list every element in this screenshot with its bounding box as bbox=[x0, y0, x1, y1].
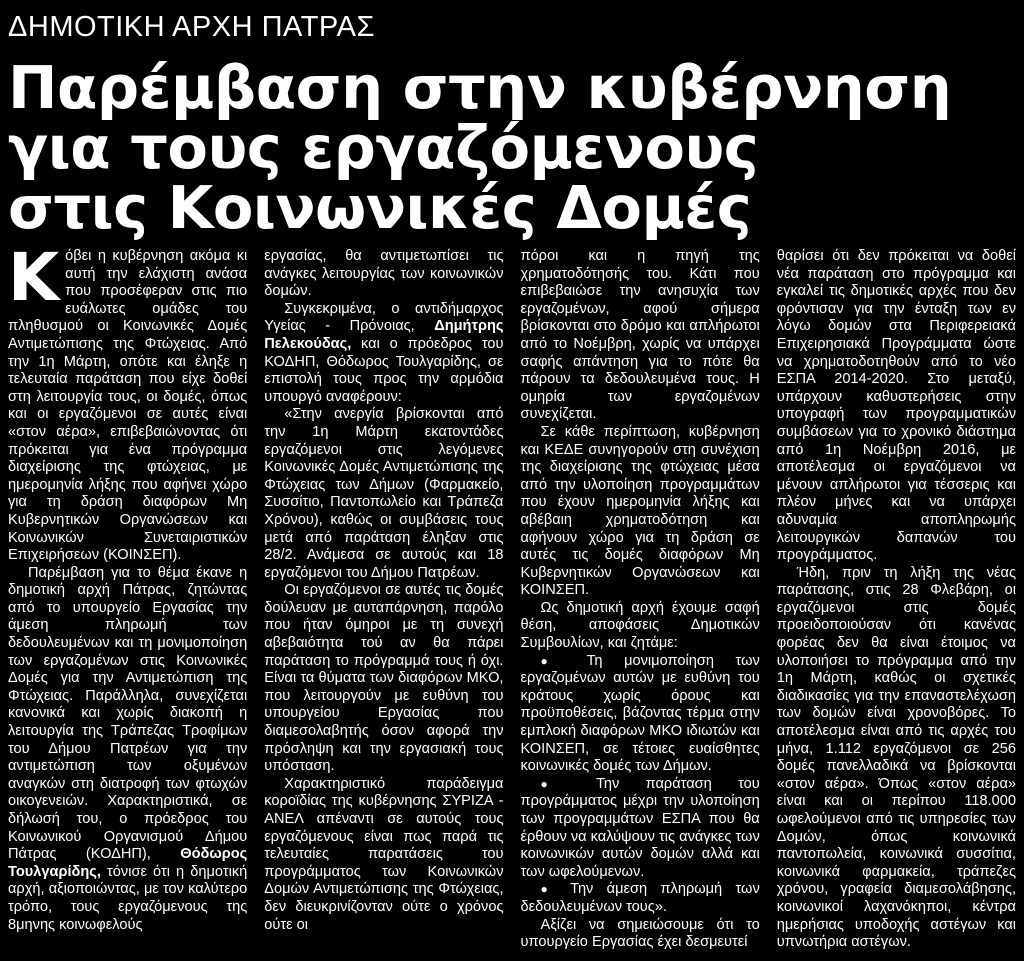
drop-cap: Κ bbox=[8, 248, 60, 316]
bullet-item bbox=[521, 653, 760, 776]
paragraph: Οι εργαζόμενοι σε αυτές τις δομές δούλευαν με αυταπάρνηση, παρόλο που ήταν όμηροι με τη συνεχή αβεβαιότητα τού αν θα πάρει παράταση το πρόγραμμά τους ή όχι. Είναι τα θύματα των διαφόρων ΜΚΟ, που λειτουργούν με ευθύνη του υπουργείου Εργασίας που διαμεσολαβητής όσον αφορά την πρόσληψη και την εργασιακή τους υπόσταση. bbox=[264, 582, 504, 775]
bullet-text: Την παράταση του προγράμματος μέχρι την υλοποίηση των προγραμμάτων ΕΣΠΑ που θα έρθουν να καλύψουν τις ανάγκες των κοινωνικών αυτών δομών αλλά και των ωφελούμενων. bbox=[520, 775, 760, 880]
person-name: Θόδωρος Τουλγαρίδης, bbox=[8, 846, 248, 880]
paragraph-text: τόνισε ότι η δημοτική αρχή, αξιοποιώντας, με τον καλύτερο τρόπο, τους εργαζόμενους της 8μηνης κοινωφελούς bbox=[8, 863, 248, 933]
bullet-icon: ● bbox=[540, 653, 566, 668]
paragraph-text: και ο πρόεδρος του ΚΟΔΗΠ, Θόδωρος Τουλγαρίδης, σε επιστολή τους προς την αρμόδια υπουργό αναφέρουν: bbox=[264, 335, 504, 405]
person-name: Δημήτρης Πελεκούδας, bbox=[264, 318, 504, 352]
paragraph: «Στην ανεργία βρίσκονται από την 1η Μάρτη εκατοντάδες εργαζόμενοι στις λεγόμενες Κοινωνικές Δομές Αντιμετώπισης της Φτώχειας των Δήμων (Φαρμακείο, Συσσίτιο, Παντοπωλείο και Τράπεζα Χρόνου), καθώς οι συμβάσεις τους μετά από παράταση έληξαν στις 28/2. Ανάμεσα σε αυτούς και 18 εργαζόμενοι του Δήμου Πατρέων. bbox=[264, 406, 504, 581]
headline-line-1: Παρέμβαση στην κυβέρνηση bbox=[8, 53, 952, 122]
paragraph-text: Συγκεκριμένα, ο αντιδήμαρχος Υγείας - Πρόνοιας, bbox=[264, 300, 504, 335]
article-column-4 bbox=[777, 248, 1016, 961]
article-column-3 bbox=[521, 248, 760, 961]
article-body bbox=[8, 248, 1016, 961]
article-column-2 bbox=[264, 248, 503, 961]
paragraph: Αξίζει να σημειώσουμε ότι το υπουργείο Εργασίας έχει δεσμευτεί bbox=[520, 916, 760, 951]
paragraph-text: όβει η κυβέρνηση ακόμα κι αυτή την ελάχιστη ανάσα που προσέφεραν στις πιο ευάλωτες ομάδες του πληθυσμού οι Κοινωνικές Δομές Αντιμετώπισης της Φτώχειας. Από την 1η Μάρτη, οπότε και έληξε η τελευταία παράταση που είχε δοθεί στη λειτουργία τους, οι δομές, όπως και οι εργαζόμενοι σε αυτές είναι «στον αέρα», επιβεβαιώνοντας ότι πρόκειται για ένα πρόγραμμα διαχείρισης της φτώχειας, με ημερομηνία λήξης που αφήνει χώρο για τη δράση διαφόρων Μη Κυβερνητικών Οργανώσεων και Κοινωνικών Συνεταιριστικών Επιχειρήσεων (ΚΟΙΝΣΕΠ). bbox=[8, 248, 248, 564]
headline bbox=[8, 53, 1016, 242]
bullet-icon: ● bbox=[540, 882, 558, 897]
bullet-item bbox=[521, 776, 760, 882]
headline-line-2: για τους εργαζόμενους bbox=[8, 113, 759, 182]
headline-line-3: στις Κοινωνικές Δομές bbox=[8, 173, 752, 242]
paragraph: Σε κάθε περίπτωση, κυβέρνηση και ΚΕΔΕ συνηγορούν στη συνέχιση της διαχείρισης της φτώχειας μέσα από την υλοποίηση προγραμμάτων που έχουν ημερομηνία λήξης και αβέβαιη χρηματοδότηση και αφήνουν χώρο για τη δράση σε αυτές τις δομές διαφόρων Μη Κυβερνητικών Οργανώσεων και ΚΟΙΝΣΕΠ. bbox=[520, 423, 760, 599]
paragraph bbox=[8, 565, 247, 934]
paragraph: Ήδη, πριν τη λήξη της νέας παράτασης, στις 28 Φλεβάρη, οι εργαζόμενοι στις δομές προειδοποιούσαν ότι κανένας φορέας δεν θα είναι έτοιμος να υλοποιήσει το πρόγραμμα από την 1η Μάρτη, καθώς οι σχετικές διαδικασίες για την επαναστελέχωση των δομών είναι χρονοβόρες. Το αποτέλεσμα είναι από τις αρχές του μήνα, 1.112 εργαζόμενοι σε 256 δομές πανελλαδικά να βρίσκονται «στον αέρα». Όπως «στον αέρα» είναι και οι περίπου 118.000 ωφελούμενοι από τις υπηρεσίες των Δομών, όπως κοινωνικά παντοπωλεία, κοινωνικά συσσίτια, κοινωνικά φαρμακεία, τράπεζες χρόνου, γραφεία διαμεσολάβησης, κοινωνικοί λαχανόκηποι, κέντρα ημερήσιας υποδοχής αστέγων και υπνωτήρια αστέγων. bbox=[776, 564, 1016, 951]
paragraph: Χαρακτηριστικό παράδειγμα κοροϊδίας της κυβέρνησης ΣΥΡΙΖΑ - ΑΝΕΛ απέναντι σε αυτούς τους εργαζόμενους είναι πως παρά τις τελευταίες παρατάσεις του προγράμματος των Κοινωνικών Δομών Αντιμετώπισης της Φτώχειας, δεν διευκρινίζονταν ούτε ο χρόνος ούτε οι bbox=[264, 775, 504, 933]
paragraph bbox=[8, 248, 247, 565]
bullet-text: Τη μονιμοποίηση των εργαζομένων αυτών με ευθύνη του κράτους χωρίς όρους και προϋποθέσεις, βάζοντας τέρμα στην εμπλοκή διαφόρων ΜΚΟ ιδιωτών και ΚΟΙΝΣΕΠ, σε τέτοιες ευαίσθητες κοινωνικές δομές των Δήμων. bbox=[520, 652, 760, 775]
bullet-icon: ● bbox=[540, 776, 571, 791]
paragraph bbox=[264, 301, 503, 407]
paragraph: πόροι και η πηγή της χρηματοδότησής του. Κάτι που επιβεβαιώσε την ανησυχία των εργαζομένων, αφού σήμερα βρίσκονται στο δρόμο και απλήρωτοι από το Νοέμβρη, χωρίς να υπάρχει σαφής απάντηση για το πότε θα πάρουν τα δεδουλευμένα τους. Η ομηρία των εργαζομένων συνεχίζεται. bbox=[520, 248, 760, 423]
paragraph: Ως δημοτική αρχή έχουμε σαφή θέση, αποφάσεις Δημοτικών Συμβουλίων, και ζητάμε: bbox=[520, 599, 760, 652]
paragraph-text: Παρέμβαση για το θέμα έκανε η δημοτική αρχή Πάτρας, ζητώντας από το υπουργείο Εργασίας την άμεση πληρωμή των δεδουλευμένων και τη μονιμοποίηση των εργαζομένων στις Κοινωνικές Δομές για την Αντιμετώπιση της Φτώχειας. Παράλληλα, συνεχίζεται κανονικά και χωρίς διακοπή η λειτουργία της Τράπεζας Τροφίμων του Δήμου Πατρέων για την αντιμετώπιση των οξυμένων αναγκών στη διατροφή των φτωχών οικογενειών. Χαρακτηριστικά, σε δήλωσή του, ο πρόεδρος του Κοινωνικού Οργανισμού Δήμου Πάτρας (ΚΟΔΗΠ), bbox=[8, 564, 248, 863]
section-kicker: ΔΗΜΟΤΙΚΗ ΑΡΧΗ ΠΑΤΡΑΣ bbox=[8, 11, 375, 43]
bullet-text: Την άμεση πληρωμή των δεδουλευμένων τους». bbox=[520, 881, 760, 915]
article-column-1 bbox=[8, 248, 247, 961]
paragraph: εργασίας, θα αντιμετωπίσει τις ανάγκες λειτουργίας των κοινωνικών δομών. bbox=[264, 248, 504, 300]
bullet-item bbox=[521, 881, 760, 916]
paragraph: θαρίσει ότι δεν πρόκειται να δοθεί νέα παράταση στο πρόγραμμα και εγκαλεί τις δημοτικές αρχές που δεν φρόντισαν για την ένταξη των εν λόγω δομών στα Περιφερειακά Επιχειρησιακά Προγράμματα ώστε να χρηματοδοτηθούν από το νέο ΕΣΠΑ 2014-2020. Στο μεταξύ, υπάρχουν καθυστερήσεις στην υπογραφή των προγραμματικών συμβάσεων για το χρονικό διάστημα από 1η Νοέμβρη 2016, με αποτέλεσμα οι εργαζόμενοι να μένουν απλήρωτοι για τέσσερις και πλέον μήνες και να υπάρχει αδυναμία αποπληρωμής λειτουργικών δαπανών του προγράμματος. bbox=[776, 248, 1016, 564]
